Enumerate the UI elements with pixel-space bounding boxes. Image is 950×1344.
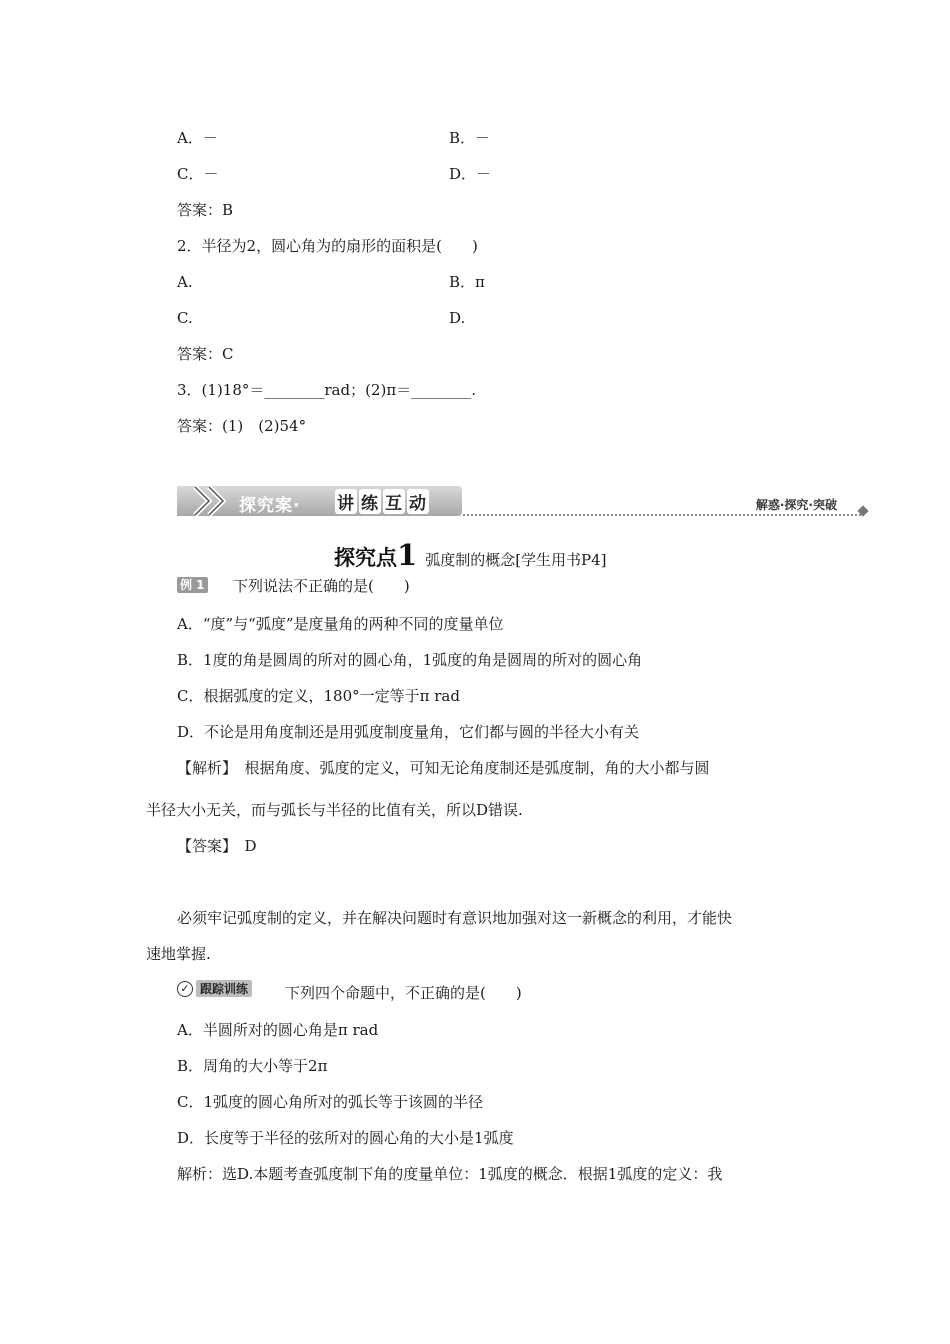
banner-title: 探究案· [239, 496, 301, 516]
q3-answer: 答案：(1) (2)54° [177, 417, 307, 435]
example-answer: 【答案】 D [177, 837, 257, 855]
q2-answer: 答案：C [177, 345, 234, 363]
example-tag: 例 1 [177, 577, 208, 593]
q1-option-b: B．－ [449, 129, 491, 147]
follow-option-b: B．周角的大小等于2π [177, 1057, 328, 1075]
banner-subtitle-char: 讲 [335, 489, 357, 514]
follow-stem: 下列四个命题中，不正确的是( ) [285, 984, 522, 1002]
follow-label: 跟踪训练 [196, 980, 252, 997]
follow-option-a: A．半圆所对的圆心角是π rad [177, 1021, 379, 1039]
banner-right-text: 解惑·探究·突破 [755, 498, 837, 512]
example-option-b: B．1度的角是圆周的所对的圆心角，1弧度的角是圆周的所对的圆心角 [177, 651, 643, 669]
q2-option-a: A. [177, 273, 193, 291]
q1-answer: 答案：B [177, 201, 234, 219]
point-title-number: 1 [397, 538, 418, 572]
section-banner [177, 482, 869, 518]
follow-option-d: D．长度等于半径的弦所对的圆心角的大小是1弧度 [177, 1129, 514, 1147]
q3-stem: 3．(1)18°＝________rad；(2)π＝________. [177, 381, 476, 399]
point-title-topic: 弧度制的概念[学生用书P4] [425, 551, 607, 569]
example-option-d: D．不论是用角度制还是用弧度制度量角，它们都与圆的半径大小有关 [177, 723, 640, 741]
point-title-label: 探究点 [334, 546, 397, 570]
banner-subtitle-char: 动 [407, 489, 429, 514]
q2-option-c: C. [177, 309, 193, 327]
note-line2: 速地掌握. [146, 945, 211, 963]
follow-option-c: C．1弧度的圆心角所对的弧长等于该圆的半径 [177, 1093, 484, 1111]
banner-subtitle-char: 练 [359, 489, 381, 514]
example-analysis-line1: 【解析】 根据角度、弧度的定义，可知无论角度制还是弧度制，角的大小都与圆 [177, 759, 710, 777]
example-option-a: A．“度”与“弧度”是度量角的两种不同的度量单位 [177, 615, 504, 633]
q1-option-c: C．－ [177, 165, 219, 183]
point-title [334, 538, 607, 572]
banner-subtitle-char: 互 [383, 489, 405, 514]
example-option-c: C．根据弧度的定义，180°一定等于π rad [177, 687, 460, 705]
note-line1: 必须牢记弧度制的定义，并在解决问题时有意识地加强对这一新概念的利用，才能快 [177, 909, 733, 927]
chevron-right-icon [191, 484, 231, 518]
follow-analysis: 解析：选D.本题考查弧度制下角的度量单位：1弧度的概念．根据1弧度的定义：我 [177, 1165, 723, 1183]
follow-tag [177, 980, 252, 997]
q1-option-d: D．－ [449, 165, 492, 183]
q2-stem: 2．半径为2，圆心角为的扇形的面积是( ) [177, 237, 478, 255]
banner-subtitle [335, 489, 431, 514]
dotted-divider [463, 514, 861, 516]
q1-option-a: A．－ [177, 129, 218, 147]
q2-option-d: D. [449, 309, 466, 327]
q2-option-b: B．π [449, 273, 485, 291]
example-stem: 下列说法不正确的是( ) [233, 577, 410, 595]
example-analysis-line2: 半径大小无关，而与弧长与半径的比值有关，所以D错误. [146, 801, 523, 819]
checkmark-icon: ✓ [177, 981, 193, 997]
